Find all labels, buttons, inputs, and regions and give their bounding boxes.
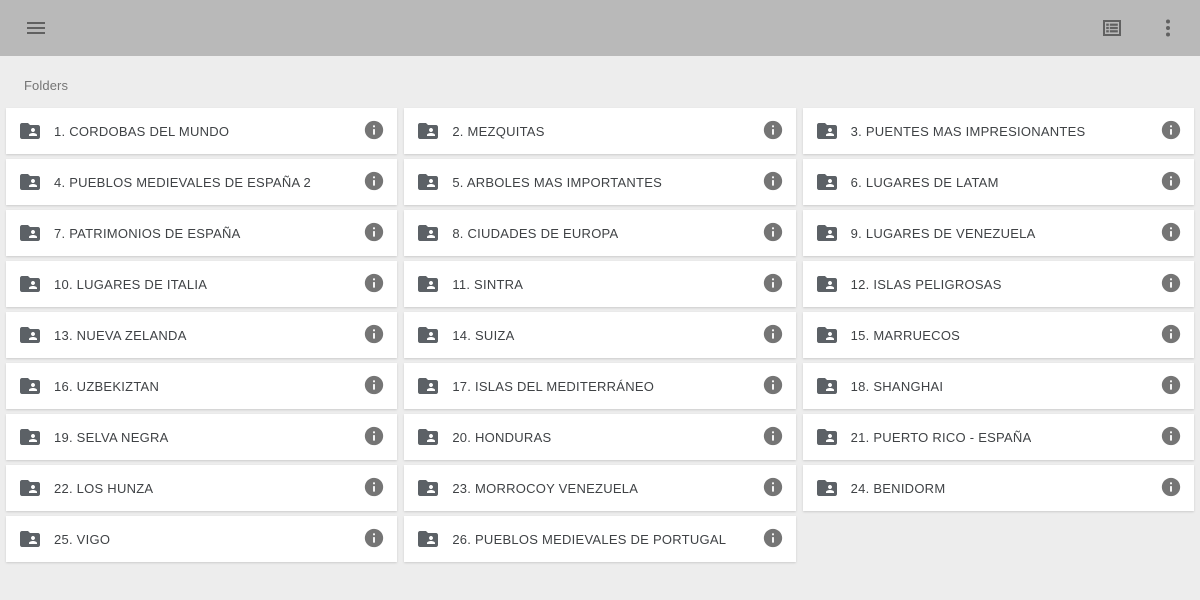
folder-name: 1. CORDOBAS DEL MUNDO <box>54 123 230 139</box>
info-icon <box>363 119 385 144</box>
info-icon <box>1160 272 1182 297</box>
folder-card[interactable] <box>404 363 795 409</box>
folder-card[interactable] <box>803 210 1194 256</box>
info-button[interactable] <box>361 323 387 348</box>
view-list-button[interactable] <box>1092 8 1132 48</box>
info-button[interactable] <box>760 119 786 144</box>
shared-folder-icon <box>815 323 839 347</box>
folder-card[interactable] <box>404 210 795 256</box>
folder-card[interactable] <box>404 516 795 562</box>
shared-folder-icon <box>815 119 839 143</box>
info-icon <box>363 323 385 348</box>
folder-name: 21. PUERTO RICO - ESPAÑA <box>850 429 1032 445</box>
folder-name: 2. MEZQUITAS <box>452 123 545 139</box>
more-options-button[interactable] <box>1148 8 1188 48</box>
info-icon <box>762 323 784 348</box>
folder-name: 11. SINTRA <box>452 276 524 292</box>
shared-folder-icon <box>815 476 839 500</box>
info-button[interactable] <box>1158 476 1184 501</box>
menu-icon <box>24 16 48 40</box>
folder-card[interactable] <box>6 465 397 511</box>
folder-name: 8. CIUDADES DE EUROPA <box>452 225 619 241</box>
folder-card[interactable] <box>6 210 397 256</box>
folder-name: 13. NUEVA ZELANDA <box>54 327 187 343</box>
info-button[interactable] <box>361 119 387 144</box>
info-button[interactable] <box>760 527 786 552</box>
shared-folder-icon <box>416 119 440 143</box>
folder-card[interactable] <box>803 261 1194 307</box>
folder-name: 19. SELVA NEGRA <box>54 429 169 445</box>
folder-card[interactable] <box>6 516 397 562</box>
folder-card[interactable] <box>404 108 795 154</box>
folder-name: 22. LOS HUNZA <box>54 480 154 496</box>
menu-button[interactable] <box>16 8 56 48</box>
shared-folder-icon <box>416 425 440 449</box>
info-icon <box>363 527 385 552</box>
folder-card[interactable] <box>404 261 795 307</box>
shared-folder-icon <box>815 170 839 194</box>
folder-name: 20. HONDURAS <box>452 429 552 445</box>
info-icon <box>363 221 385 246</box>
shared-folder-icon <box>18 170 42 194</box>
info-icon <box>363 425 385 450</box>
info-icon <box>762 170 784 195</box>
info-button[interactable] <box>1158 374 1184 399</box>
folder-name: 14. SUIZA <box>452 327 515 343</box>
info-icon <box>363 170 385 195</box>
info-button[interactable] <box>760 476 786 501</box>
info-button[interactable] <box>1158 170 1184 195</box>
shared-folder-icon <box>18 425 42 449</box>
more-vertical-icon <box>1156 16 1180 40</box>
folder-name: 10. LUGARES DE ITALIA <box>54 276 208 292</box>
folder-card[interactable] <box>404 159 795 205</box>
shared-folder-icon <box>18 476 42 500</box>
folder-card[interactable] <box>6 312 397 358</box>
folder-card[interactable] <box>6 108 397 154</box>
shared-folder-icon <box>416 170 440 194</box>
info-icon <box>1160 476 1182 501</box>
info-icon <box>762 272 784 297</box>
info-button[interactable] <box>361 272 387 297</box>
info-icon <box>1160 323 1182 348</box>
folder-name: 17. ISLAS DEL MEDITERRÁNEO <box>452 378 655 394</box>
folders-grid <box>6 108 1194 562</box>
info-icon <box>363 476 385 501</box>
info-icon <box>363 374 385 399</box>
info-icon <box>1160 119 1182 144</box>
info-button[interactable] <box>760 221 786 246</box>
info-button[interactable] <box>760 170 786 195</box>
shared-folder-icon <box>815 221 839 245</box>
shared-folder-icon <box>815 374 839 398</box>
shared-folder-icon <box>18 221 42 245</box>
shared-folder-icon <box>416 323 440 347</box>
folder-name: 5. ARBOLES MAS IMPORTANTES <box>452 174 663 190</box>
info-button[interactable] <box>1158 323 1184 348</box>
folder-name: 16. UZBEKIZTAN <box>54 378 160 394</box>
info-icon <box>1160 221 1182 246</box>
info-button[interactable] <box>361 221 387 246</box>
shared-folder-icon <box>18 374 42 398</box>
info-button[interactable] <box>361 374 387 399</box>
folder-card[interactable] <box>404 312 795 358</box>
info-icon <box>762 221 784 246</box>
view-list-icon <box>1100 16 1124 40</box>
info-button[interactable] <box>361 476 387 501</box>
shared-folder-icon <box>416 272 440 296</box>
info-button[interactable] <box>361 170 387 195</box>
section-header <box>0 56 1200 108</box>
info-button[interactable] <box>760 425 786 450</box>
folder-name: 4. PUEBLOS MEDIEVALES DE ESPAÑA 2 <box>54 174 312 190</box>
shared-folder-icon <box>18 527 42 551</box>
folder-card[interactable] <box>803 465 1194 511</box>
folder-name: 7. PATRIMONIOS DE ESPAÑA <box>54 225 241 241</box>
info-button[interactable] <box>1158 425 1184 450</box>
folder-name: 15. MARRUECOS <box>850 327 961 343</box>
info-icon <box>1160 170 1182 195</box>
folder-card[interactable] <box>803 159 1194 205</box>
shared-folder-icon <box>815 272 839 296</box>
shared-folder-icon <box>815 425 839 449</box>
folder-name: 26. PUEBLOS MEDIEVALES DE PORTUGAL <box>452 531 727 547</box>
section-title: Folders <box>24 78 69 93</box>
folder-name: 3. PUENTES MAS IMPRESIONANTES <box>850 123 1086 139</box>
folder-name: 12. ISLAS PELIGROSAS <box>850 276 1002 292</box>
info-button[interactable] <box>760 374 786 399</box>
info-button[interactable] <box>1158 272 1184 297</box>
folder-card[interactable] <box>803 363 1194 409</box>
folder-card[interactable] <box>404 414 795 460</box>
info-button[interactable] <box>1158 119 1184 144</box>
shared-folder-icon <box>416 374 440 398</box>
folder-name: 25. VIGO <box>54 531 111 547</box>
app-bar <box>0 0 1200 56</box>
shared-folder-icon <box>416 527 440 551</box>
info-icon <box>762 119 784 144</box>
folder-card[interactable] <box>6 159 397 205</box>
info-icon <box>762 425 784 450</box>
folder-card[interactable] <box>803 312 1194 358</box>
shared-folder-icon <box>18 272 42 296</box>
info-button[interactable] <box>361 527 387 552</box>
folder-card[interactable] <box>6 363 397 409</box>
folder-card[interactable] <box>803 414 1194 460</box>
shared-folder-icon <box>416 476 440 500</box>
folder-name: 9. LUGARES DE VENEZUELA <box>850 225 1036 241</box>
info-icon <box>1160 425 1182 450</box>
folder-card[interactable] <box>404 465 795 511</box>
info-button[interactable] <box>760 272 786 297</box>
info-button[interactable] <box>361 425 387 450</box>
folder-name: 6. LUGARES DE LATAM <box>850 174 999 190</box>
shared-folder-icon <box>18 323 42 347</box>
folder-card[interactable] <box>6 414 397 460</box>
folder-name: 18. SHANGHAI <box>850 378 944 394</box>
folder-name: 24. BENIDORM <box>850 480 946 496</box>
shared-folder-icon <box>416 221 440 245</box>
info-icon <box>762 527 784 552</box>
folder-card[interactable] <box>6 261 397 307</box>
info-icon <box>762 374 784 399</box>
folder-card[interactable] <box>803 108 1194 154</box>
info-icon <box>762 476 784 501</box>
info-button[interactable] <box>760 323 786 348</box>
info-button[interactable] <box>1158 221 1184 246</box>
folder-name: 23. MORROCOY VENEZUELA <box>452 480 639 496</box>
info-icon <box>363 272 385 297</box>
shared-folder-icon <box>18 119 42 143</box>
info-icon <box>1160 374 1182 399</box>
